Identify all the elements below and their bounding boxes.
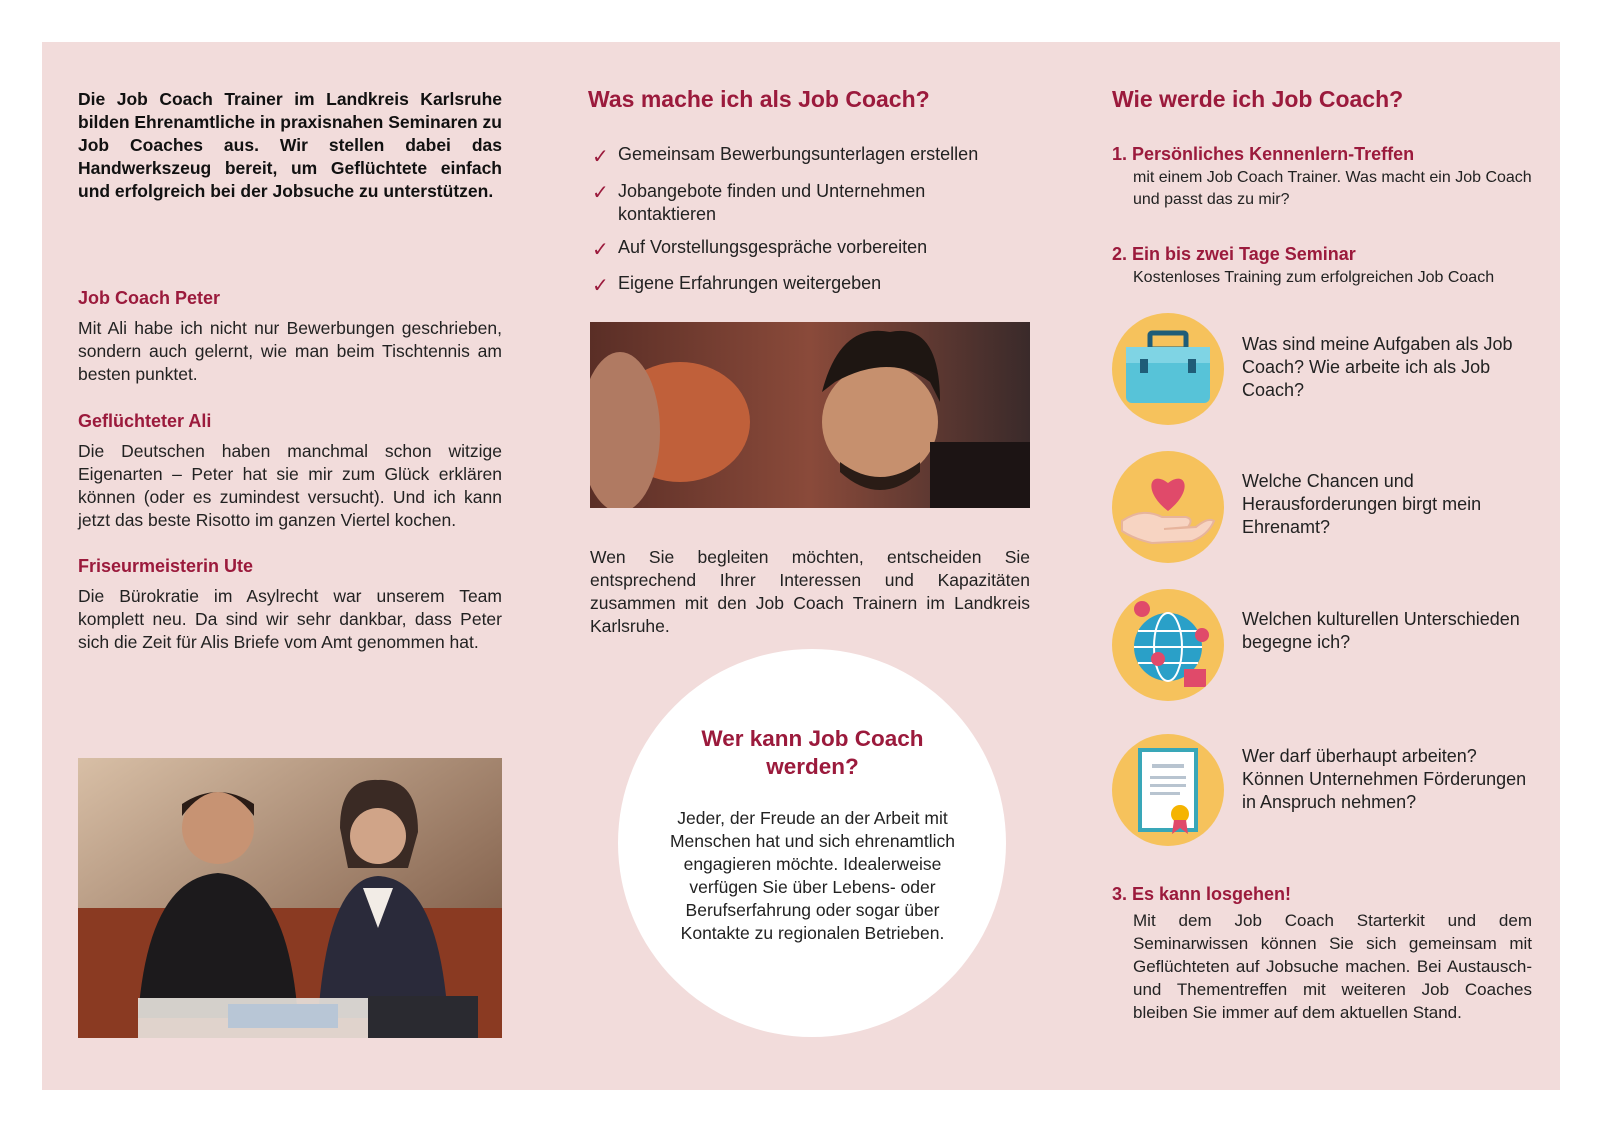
middle-title: Was mache ich als Job Coach?	[588, 86, 930, 112]
step-title: 3. Es kann losgehen!	[1112, 884, 1292, 904]
quote-name: Job Coach Peter	[78, 288, 221, 308]
check-item-label: Jobangebote finden und Unternehmen kontaktieren	[618, 181, 926, 224]
quote-block	[78, 288, 502, 386]
circle-title: Wer kann Job Coach werden?	[701, 726, 924, 779]
topic-text: Welche Chancen und Herausforderungen birgt mein Ehrenamt?	[1242, 471, 1482, 537]
step-3	[1112, 884, 1532, 1024]
step-text: mit einem Job Coach Trainer. Was macht ein Job Coach und passt das zu mir?	[1133, 169, 1532, 208]
quote-text: Mit Ali habe ich nicht nur Bewerbungen geschrieben, sondern auch gelernt, wie man beim Tischtennis am besten punktet.	[78, 318, 502, 384]
checklist	[592, 144, 1022, 298]
step-2	[1112, 244, 1532, 289]
topic-text: Welchen kulturellen Unterschieden begegne ich?	[1242, 609, 1520, 652]
quote-block	[78, 411, 502, 532]
step-title: 1. Persönliches Kennenlern-Treffen	[1112, 144, 1415, 164]
quote-name: Geflüchteter Ali	[78, 411, 212, 431]
toolbox-icon	[1112, 313, 1224, 425]
quote-text: Die Deutschen haben manchmal schon witzige Eigenarten – Peter hat sie mir zum Glück erklären können (oder es zumindest versucht). Und ich kann jetzt das beste Risotto im ganzen Viertel kochen.	[78, 441, 502, 530]
topic-text: Was sind meine Aufgaben als Job Coach? Wie arbeite ich als Job Coach?	[1242, 334, 1513, 400]
check-item	[592, 273, 1022, 298]
checkmark-icon: ✓	[592, 182, 609, 204]
check-item-label: Gemeinsam Bewerbungsunterlagen erstellen	[618, 144, 979, 164]
check-item	[592, 144, 1022, 169]
topic-text: Wer darf überhaupt arbeiten? Können Unternehmen Förderungen in Anspruch nehmen?	[1242, 746, 1527, 812]
certificate-icon	[1112, 734, 1224, 846]
check-item	[592, 180, 1022, 226]
step-1	[1112, 144, 1532, 211]
globe-icon	[1112, 589, 1224, 701]
photo-hairdresser	[590, 322, 1030, 508]
right-title: Wie werde ich Job Coach?	[1112, 86, 1404, 112]
heart-hand-icon	[1112, 451, 1224, 563]
checkmark-icon: ✓	[592, 146, 609, 168]
step-title: 2. Ein bis zwei Tage Seminar	[1112, 244, 1356, 264]
checkmark-icon: ✓	[592, 239, 609, 261]
quote-text: Die Bürokratie im Asylrecht war unserem Team komplett neu. Da sind wir sehr dankbar, dass Peter sich die Zeit für Alis Briefe vom Amt genommen hat.	[78, 586, 502, 652]
photo-coaching-session	[78, 758, 502, 1038]
step-text: Kostenloses Training zum erfolgreichen Job Coach	[1133, 269, 1495, 286]
middle-text: Wen Sie begleiten möchten, entscheiden Sie entsprechend Ihrer Interessen und Kapazitäten zusammen mit den Job Coach Trainern im Landkreis Karlsruhe.	[590, 547, 1030, 636]
check-item-label: Eigene Erfahrungen weitergeben	[618, 273, 882, 293]
step-text: Mit dem Job Coach Starterkit und dem Seminarwissen können Sie sich gemeinsam mit Geflüchteten auf Jobsuche machen. Bei Austausch- und Thementreffen mit weiteren Job Coaches bleiben Sie immer auf dem aktuellen Stand.	[1133, 911, 1532, 1022]
quote-name: Friseurmeisterin Ute	[78, 556, 254, 576]
quote-block	[78, 556, 502, 654]
circle-text: Jeder, der Freude an der Arbeit mit Menschen hat und sich ehrenamtlich engagieren möchte. Idealerweise verfügen Sie über Lebens- oder Berufserfahrung oder sogar über Kontakte zu regionalen Betrieben.	[669, 808, 956, 943]
check-item	[592, 237, 1022, 262]
intro-text: Die Job Coach Trainer im Landkreis Karlsruhe bilden Ehrenamtliche in praxisnahen Seminaren zu Job Coaches aus. Wir stellen dabei das Handwerkszeug bereit, um Geflüchtete einfach und erfolgreich bei der Jobsuche zu unterstützen.	[78, 89, 502, 201]
check-item-label: Auf Vorstellungsgespräche vorbereiten	[618, 237, 928, 257]
checkmark-icon: ✓	[592, 275, 609, 297]
